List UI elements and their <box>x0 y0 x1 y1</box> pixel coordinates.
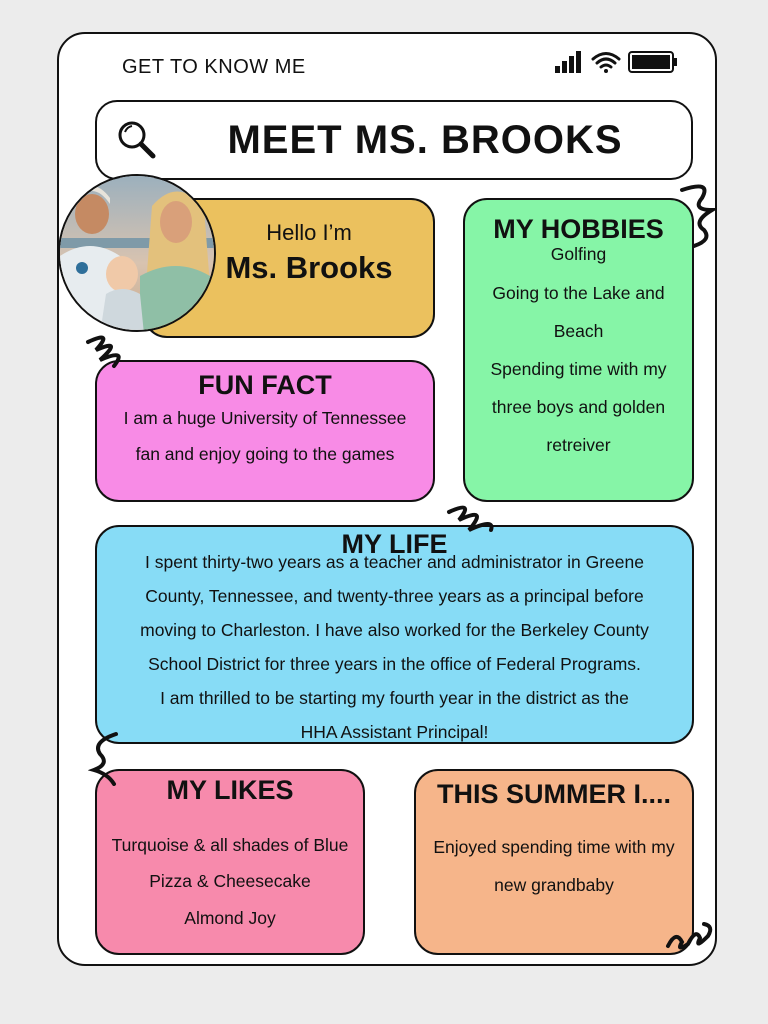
page-title: MEET MS. BROOKS <box>227 118 623 162</box>
summer-heading: THIS SUMMER I.... <box>436 779 671 809</box>
likes-card <box>95 769 365 955</box>
my-life-line: I spent thirty-two years as a teacher and administrator in Greene <box>145 552 644 572</box>
hobby-item: three boys and golden <box>491 397 666 417</box>
search-icon <box>115 118 159 162</box>
like-item: Pizza & Cheesecake <box>149 871 311 891</box>
fun-fact-card <box>95 360 435 502</box>
summer-card <box>414 769 694 955</box>
hobby-item: Beach <box>553 321 604 341</box>
wifi-icon <box>593 54 619 74</box>
squiggle-decoration-icon <box>672 180 716 250</box>
hello-greeting: Hello I’m <box>266 220 352 245</box>
likes-heading: MY LIKES <box>166 775 294 805</box>
battery-icon <box>629 52 677 72</box>
family-photo-image <box>60 176 216 332</box>
hobby-item: Going to the Lake and <box>492 283 665 303</box>
summer-line: Enjoyed spending time with my <box>433 837 675 857</box>
hobbies-heading: MY HOBBIES <box>493 214 664 244</box>
fun-fact-line: I am a huge University of Tennessee <box>123 408 407 428</box>
like-item: Turquoise & all shades of Blue <box>111 835 349 855</box>
summer-line: new grandbaby <box>494 875 614 895</box>
hobby-item: retreiver <box>546 435 611 455</box>
my-life-line: I am thrilled to be starting my fourth year in the district as the <box>160 688 629 708</box>
my-life-line: School District for three years in the office of Federal Programs. <box>148 654 641 674</box>
my-life-heading: MY LIFE <box>341 529 448 559</box>
profile-photo <box>58 174 216 332</box>
status-title: GET TO KNOW ME <box>122 56 306 78</box>
fun-fact-line: fan and enjoy going to the games <box>135 444 395 464</box>
hobby-item: Golfing <box>550 244 607 264</box>
hello-name: Ms. Brooks <box>225 250 393 285</box>
my-life-card <box>95 525 694 744</box>
squiggle-decoration-icon <box>84 330 132 370</box>
my-life-line: County, Tennessee, and twenty-three years as a principal before <box>145 586 644 606</box>
my-life-line: moving to Charleston. I have also worked for the Berkeley County <box>140 620 649 640</box>
squiggle-decoration-icon <box>445 500 497 536</box>
signal-icon <box>555 51 581 73</box>
status-icons <box>553 48 679 76</box>
hobby-item: Spending time with my <box>490 359 667 379</box>
squiggle-decoration-icon <box>88 730 124 786</box>
squiggle-decoration-icon <box>662 906 716 960</box>
hobbies-card <box>463 198 694 502</box>
like-item: Almond Joy <box>184 908 276 928</box>
my-life-line: HHA Assistant Principal! <box>300 722 489 742</box>
fun-fact-heading: FUN FACT <box>198 370 332 400</box>
